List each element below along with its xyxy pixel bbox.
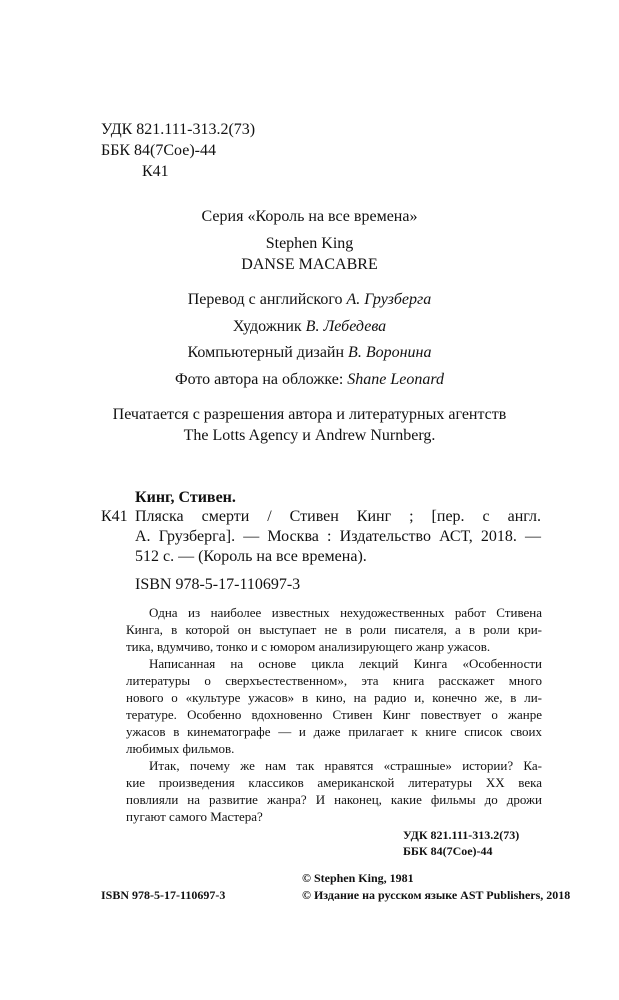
annotation-line: Написанная на основе цикла лекций Кинга «Особенности: [149, 656, 542, 671]
catalog-heading: Кинг, Стивен.: [135, 489, 236, 506]
bbk-code-bottom: ББК 84(7Сое)-44: [403, 844, 493, 858]
original-title: DANSE MACABRE: [241, 256, 378, 273]
catalog-line-1: Пляска смерти / Стивен Кинг ; [пер. с англ.: [135, 508, 541, 525]
permission-line-1: Печатается с разрешения автора и литературных агентств: [112, 406, 507, 423]
catalog-line-3: 512 с. — (Король на все времена).: [135, 548, 367, 565]
annotation-line: тературе. Особенно вдохновенно Стивен Кинг повествует о жанре: [126, 707, 542, 722]
udk-code: УДК 821.111-313.2(73): [101, 121, 256, 138]
annotation-line: тика, вдумчиво, тонко и с юмором анализирующего жанр ужасов.: [126, 639, 491, 654]
credit-label: Компьютерный дизайн: [187, 344, 345, 361]
catalog-isbn: ISBN 978-5-17-110697-3: [135, 576, 301, 593]
credit-translator: [0, 290, 619, 310]
credit-name: В. Лебедева: [305, 318, 387, 335]
series-title: Серия «Король на все времена»: [201, 208, 418, 225]
credit-designer: [0, 343, 619, 363]
credit-name: А. Грузберга: [346, 291, 432, 308]
permission-line-2: The Lotts Agency и Andrew Nurnberg.: [183, 427, 436, 444]
annotation-line: Итак, почему же нам так нравятся «страшные» истории? Ка-: [149, 758, 542, 773]
credit-label: Перевод с английского: [187, 291, 343, 308]
credit-label: Фото автора на обложке:: [174, 371, 344, 388]
annotation-line: кие произведения классиков американской литературы XX века: [126, 775, 542, 790]
copyright-stephen-king: © Stephen King, 1981: [302, 871, 414, 885]
annotation-line: литературы о сверхъестественном», эта книга расскажет много: [126, 673, 542, 688]
annotation-line: повлияли на развитие жанра? И наконец, какие фильмы до дрожи: [126, 792, 542, 807]
udk-code-bottom: УДК 821.111-313.2(73): [403, 828, 520, 842]
author-mark: К41: [142, 163, 169, 180]
annotation-line: ужасов в кинематографе — и даже прилагает к книге список своих: [126, 724, 542, 739]
copyright-ast: © Издание на русском языке AST Publishers, 2018: [302, 888, 571, 902]
annotation-line: нового о «культуре ужасов» в кино, на радио и, конечно же, в ли-: [126, 690, 542, 705]
credit-artist: [0, 317, 619, 337]
credit-name: В. Воронина: [348, 344, 432, 361]
original-author: Stephen King: [265, 235, 354, 252]
annotation-line: Одна из наиболее известных нехудожественных работ Стивена: [149, 605, 542, 620]
catalog-mark: К41: [101, 508, 128, 525]
credit-label: Художник: [232, 318, 302, 335]
bbk-code: ББК 84(7Сое)-44: [101, 142, 216, 159]
annotation-line: Кинга, в которой он выступает не в роли писателя, а в роли кри-: [126, 622, 542, 637]
footer-isbn: ISBN 978-5-17-110697-3: [101, 888, 226, 902]
annotation: [126, 604, 542, 825]
annotation-line: любимых фильмов.: [126, 741, 235, 756]
credit-photo: [0, 370, 619, 390]
credit-name: Shane Leonard: [347, 371, 445, 388]
catalog-line-2: А. Грузберга]. — Москва : Издательство АСТ, 2018. —: [135, 528, 541, 545]
annotation-line: пугают самого Мастера?: [126, 809, 263, 824]
